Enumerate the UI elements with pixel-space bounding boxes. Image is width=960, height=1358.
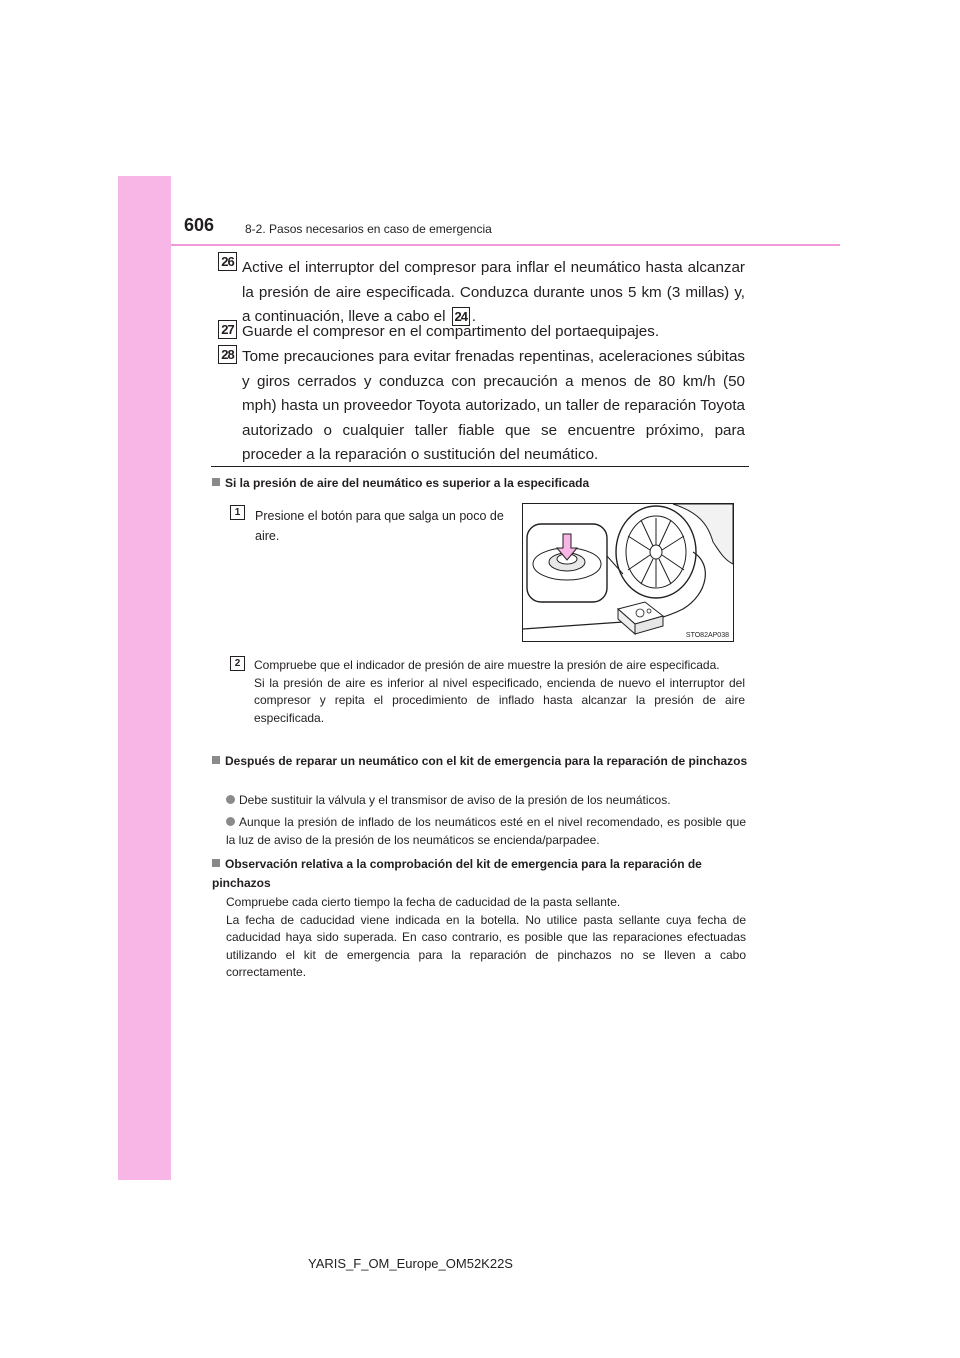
tire-compressor-illustration (523, 504, 733, 641)
note-heading-text: Después de reparar un neumático con el kit de emergencia para la reparación de pinchazos (225, 754, 748, 768)
figure-code: STO82AP038 (685, 632, 729, 639)
sub-step-number-2: 2 (230, 656, 245, 671)
bullet-2-text: Aunque la presión de inflado de los neumáticos esté en el nivel recomendado, es posible que la luz de aviso de la presión de los neumáticos se encienda/parpadee. (226, 815, 746, 847)
step-27-text: Guarde el compresor en el compartimento del portaequipajes. (242, 323, 660, 340)
step-26-text-a: Active el interruptor del compresor para inflar el neumático hasta alcanzar la presión de aire especificada. Conduzca durante unos 5 km (3 millas) y, a continuación, lleve a cabo el (242, 259, 745, 325)
section-title: 8-2. Pasos necesarios en caso de emergencia (245, 222, 492, 236)
sub-step-2-line-1: Compruebe que el indicador de presión de aire muestre la presión de aire especificada. (254, 658, 720, 672)
note-heading-text: Si la presión de aire del neumático es superior a la especificada (225, 476, 590, 490)
step-number-26: 26 (218, 252, 237, 271)
step-number-28: 28 (218, 345, 237, 364)
square-bullet-icon (212, 478, 220, 486)
square-bullet-icon (212, 756, 220, 764)
step-26-text-b: . (471, 308, 476, 325)
compressor-figure (522, 503, 734, 642)
document-footer-code: YARIS_F_OM_Europe_OM52K22S (308, 1256, 513, 1271)
section-divider (211, 466, 749, 467)
pink-sidebar-tab (118, 176, 171, 1180)
check-kit-para-2: La fecha de caducidad viene indicada en la botella. No utilice pasta sellante cuya fecha de caducidad haya sido superada. En caso contrario, es posible que las reparaciones efectuadas utilizando el kit de emergencia para la reparación de pinchazos no se lleven a cabo correctamente. (226, 912, 746, 979)
sub-step-2-line-2: Si la presión de aire es inferior al nivel especificado, encienda de nuevo el interruptor del compresor y repita el procedimiento de inflado hasta alcanzar la presión de aire especificada. (254, 675, 745, 725)
after-repair-bullet-2 (226, 814, 746, 849)
step-26-text (242, 256, 745, 330)
step-28-text: Tome precauciones para evitar frenadas repentinas, aceleraciones súbitas y giros cerrados y conduzca con precaución a menos de 80 km/h (50 mph) hasta un proveedor Toyota autorizado, un taller de reparación Toyota autorizado o cualquier taller fiable que se encuentre próximo, para proceder a la reparación o sustitución del neumático. (242, 348, 745, 463)
header-rule (171, 244, 840, 246)
bullet-1-text: Debe sustituir la válvula y el transmisor de aviso de la presión de los neumáticos. (239, 793, 671, 807)
check-kit-para-1: Compruebe cada cierto tiempo la fecha de caducidad de la pasta sellante. (226, 895, 621, 909)
square-bullet-icon (212, 859, 220, 867)
step-number-27: 27 (218, 320, 237, 339)
step-reference-24: 24 (452, 307, 470, 326)
page-number: 606 (184, 215, 215, 235)
note-heading-after-repair (212, 752, 749, 771)
round-bullet-icon (226, 817, 235, 826)
check-kit-text (226, 894, 746, 982)
note-heading-high-pressure (212, 474, 752, 493)
sub-step-number-1: 1 (230, 505, 245, 520)
sub-step-2-text (254, 657, 745, 727)
round-bullet-icon (226, 795, 235, 804)
after-repair-bullet-1 (226, 792, 746, 810)
note-heading-text: Observación relativa a la comprobación del kit de emergencia para la reparación de pinchazos (212, 857, 702, 890)
note-heading-check-kit (212, 855, 749, 893)
sub-step-1-text: Presione el botón para que salga un poco de aire. (255, 509, 504, 543)
